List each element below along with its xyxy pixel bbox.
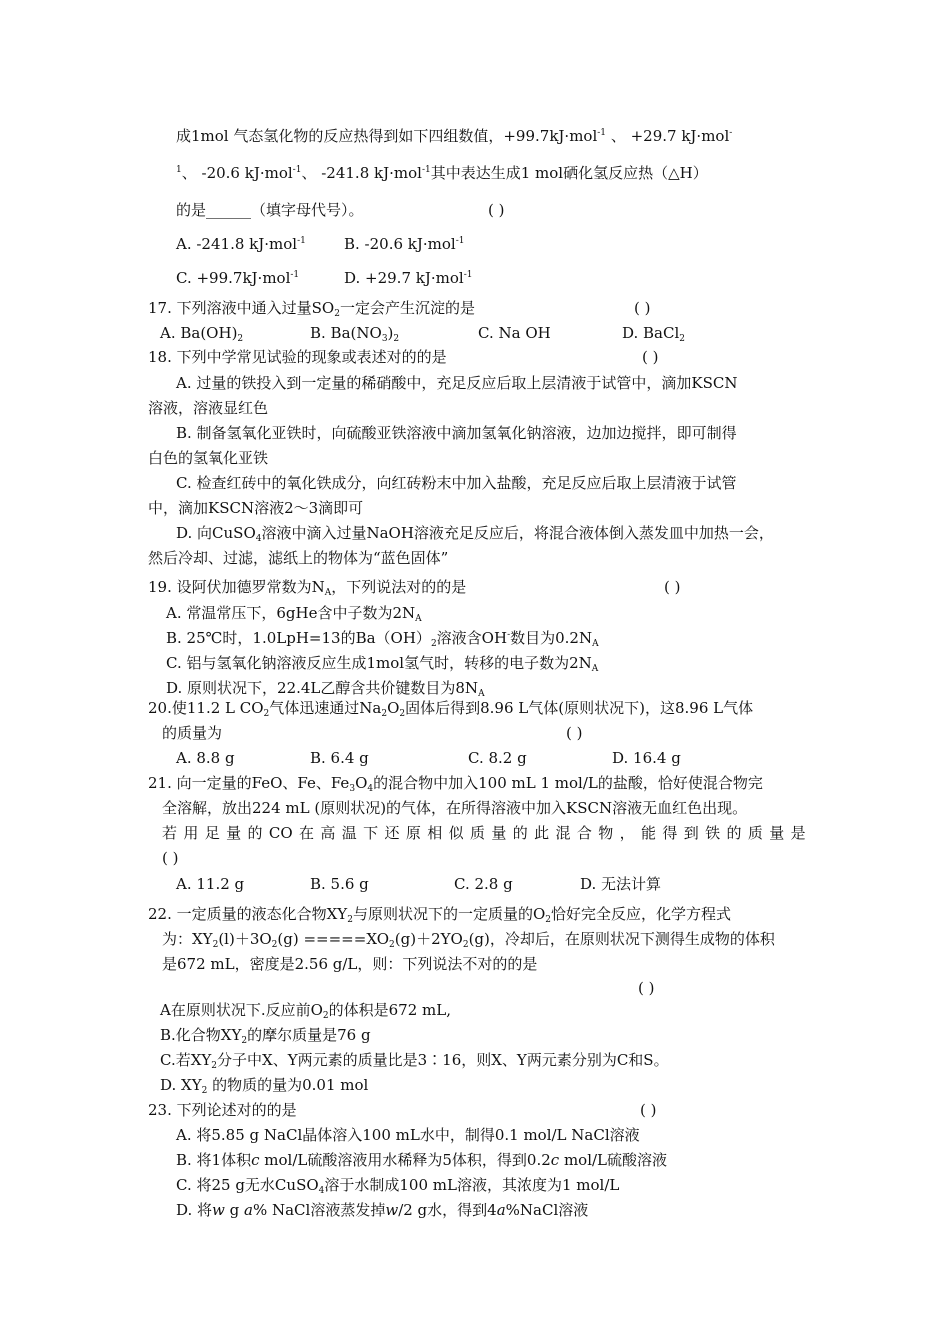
q17-stem: 17. 下列溶液中通入过量$SO_2$一定会产生沉淀的是 [148, 299, 475, 319]
q21-line3-word: ， [619, 824, 635, 842]
q18-option-b-line1: B. 制备氢氧化亚铁时，向硫酸亚铁溶液中滴加氢氧化钠溶液，边加边搅拌，即可制得 [176, 424, 737, 442]
q21-line3-word: 下 [363, 824, 379, 842]
q21-line3-word: 高 [320, 824, 336, 842]
q18-option-d-line2: 然后冷却、过滤，滤纸上的物体为“蓝色固体” [148, 549, 449, 567]
q22-line3: 是672 mL，密度是2.56 g/L，则：下列说法不对的的是 [162, 955, 538, 973]
q21-line3-word: 此 [534, 824, 550, 842]
q16-option-c: C. +99.7kJ·mol$^{-1}$ [176, 269, 300, 287]
q16-option-b: B. -20.6 kJ·mol$^{-1}$ [344, 235, 465, 253]
q19-answer-paren: ( ) [664, 578, 681, 596]
q16-option-d: D. +29.7 kJ·mol$^{-1}$ [344, 269, 473, 287]
q23-option-a: A. 将5.85 g NaCl晶体溶入100 mL水中，制得0.1 mol/L NaCl溶液 [176, 1126, 640, 1144]
q21-line3-word: 铁 [705, 824, 721, 842]
q23-stem: 23. 下列论述对的的是 [148, 1101, 297, 1119]
q16-answer-paren: ( ) [488, 201, 505, 219]
q20-option-c: C. 8.2 g [468, 749, 527, 767]
q21-line2: 全溶解，放出224 mL (原则状况)的气体，在所得溶液中加入KSCN溶液无血红色出现。 [162, 799, 748, 817]
q21-line3-word: 的 [512, 824, 528, 842]
q19-stem: 19. 设阿伏加德罗常数为$N_A$，下列说法对的的是 [148, 578, 467, 598]
q21-line3 [162, 823, 806, 843]
q22-option-b: B.化合物$XY_2$的摩尔质量是76 g [160, 1026, 371, 1046]
q20-option-a: A. 8.8 g [176, 749, 235, 767]
q19-option-d: D. 原则状况下，22.4L乙醇含共价键数目为$8N_A$ [166, 679, 485, 699]
q20-option-d: D. 16.4 g [612, 749, 681, 767]
q21-option-b: B. 5.6 g [310, 875, 369, 893]
q23-option-c: C. 将25 g无水CuSO$_4$溶于水制成100 mL溶液，其浓度为1 mol/L [176, 1176, 620, 1196]
q18-option-b-line2: 白色的氢氧化亚铁 [148, 449, 269, 467]
q21-line3-word: CO [268, 824, 293, 842]
q22-line2: 为：$XY_2(l)+3O_2(g) =====XO_2(g)+2YO_2(g)$，冷却后，在原则状况下测得生成物的体积 [162, 930, 775, 950]
q16-line3: 的是______（填字母代号）。 [176, 201, 364, 219]
q21-line3-word: 到 [683, 824, 699, 842]
q21-line1: 21. 向一定量的FeO、Fe、$Fe_3O_4$的混合物中加入100 mL 1 mol/L的盐酸，恰好使混合物完 [148, 774, 763, 794]
q21-line3-word: 温 [341, 824, 357, 842]
q21-line3-word: 若 [162, 824, 178, 842]
q22-option-c: C.若$XY_2$分子中X、Y两元素的质量比是3∶16，则X、Y两元素分别为C和S。 [160, 1051, 669, 1071]
q18-stem: 18. 下列中学常见试验的现象或表述对的的是 [148, 348, 447, 366]
q23-option-b: B. 将1体积c mol/L硫酸溶液用水稀释为5体积，得到0.2c mol/L硫酸溶液 [176, 1151, 668, 1169]
q21-answer-paren: ( ) [162, 849, 179, 867]
q21-line3-word: 用 [183, 824, 199, 842]
q20-line1: 20.使11.2 L $CO_2$气体迅速通过$Na_2O_2$固体后得到8.96 L气体(原则状况下)，这8.96 L气体 [148, 699, 754, 719]
q21-line3-word: 量 [491, 824, 507, 842]
q20-answer-paren: ( ) [566, 724, 583, 742]
q21-line3-word: 相 [427, 824, 443, 842]
q21-option-c: C. 2.8 g [454, 875, 513, 893]
q19-option-a: A. 常温常压下，6gHe含中子数为$2N_A$ [166, 604, 422, 624]
q21-line3-word: 原 [405, 824, 421, 842]
q18-answer-paren: ( ) [642, 348, 659, 366]
q16-option-a: A. -241.8 kJ·mol$^{-1}$ [176, 235, 306, 253]
q17-option-a: A. $Ba(OH)_2$ [160, 324, 244, 344]
q21-line3-word: 的 [247, 824, 263, 842]
q21-line3-word: 还 [384, 824, 400, 842]
q20-option-b: B. 6.4 g [310, 749, 369, 767]
q17-answer-paren: ( ) [634, 299, 651, 317]
q21-line3-word: 合 [576, 824, 592, 842]
q21-line3-word: 量 [226, 824, 242, 842]
q21-line3-word: 似 [448, 824, 464, 842]
q21-line3-word: 是 [790, 824, 806, 842]
q19-option-c: C. 铝与氢氧化钠溶液反应生成1mol氢气时，转移的电子数为$2N_A$ [166, 654, 599, 674]
q21-line3-word: 能 [641, 824, 657, 842]
q21-line3-word: 物 [598, 824, 614, 842]
q22-line1: 22. 一定质量的液态化合物$XY_2$与原则状况下的一定质量的$O_2$恰好完全反应，化学方程式 [148, 905, 732, 925]
q22-option-d: D. $XY_2$ 的物质的量为0.01 mol [160, 1076, 369, 1096]
q18-option-a-line2: 溶液，溶液显红色 [148, 399, 269, 417]
q23-option-d: D. 将w g a% NaCl溶液蒸发掉w/2 g水，得到4a%NaCl溶液 [176, 1201, 589, 1219]
q23-answer-paren: ( ) [640, 1101, 657, 1119]
q18-option-c-line2: 中，滴加KSCN溶液2～3滴即可 [148, 499, 364, 517]
q21-option-a: A. 11.2 g [176, 875, 245, 893]
q21-line3-word: 质 [470, 824, 486, 842]
q21-line3-word: 混 [555, 824, 571, 842]
q21-option-d: D. 无法计算 [580, 875, 662, 893]
q22-answer-paren: ( ) [638, 979, 655, 997]
q21-line3-word: 质 [747, 824, 763, 842]
q18-option-a-line1: A. 过量的铁投入到一定量的稀硝酸中，充足反应后取上层清液于试管中，滴加KSCN [176, 374, 738, 392]
q21-line3-word: 足 [204, 824, 220, 842]
q19-option-b: B. 25℃时，1.0LpH=13的$Ba(OH)_2$溶液含OH-数目为$0.2N_A$ [166, 629, 599, 649]
q16-line2: $^1$、 -20.6 kJ·mol$^{-1}$、 -241.8 kJ·mol$^{-1}$其中表达生成1 mol硒化氢反应热（△H） [176, 164, 708, 182]
q18-option-c-line1: C. 检查红砖中的氧化铁成分，向红砖粉末中加入盐酸，充足反应后取上层清液于试管 [176, 474, 737, 492]
q21-line3-word: 的 [726, 824, 742, 842]
q18-option-d-line1: D. 向CuSO$_4$溶液中滴入过量NaOH溶液充足反应后，将混合液体倒入蒸发皿中加热一会， [176, 524, 774, 544]
q17-option-b: B. $Ba(NO_3)_2$ [310, 324, 400, 344]
q21-line3-word: 得 [662, 824, 678, 842]
q21-line3-word: 在 [299, 824, 315, 842]
q21-line3-word: 量 [769, 824, 785, 842]
q17-option-c: C. Na OH [478, 324, 551, 342]
q20-line2: 的质量为 [162, 724, 223, 742]
q16-line1: 成1mol 气态氢化物的反应热得到如下四组数值，+99.7kJ·mol$^{-1}$ 、 +29.7 kJ·mol- [176, 127, 733, 145]
q17-option-d: D. BaCl$_2$ [622, 324, 686, 344]
q22-option-a: A在原则状况下.反应前$O_2$的体积是672 mL, [160, 1001, 451, 1021]
